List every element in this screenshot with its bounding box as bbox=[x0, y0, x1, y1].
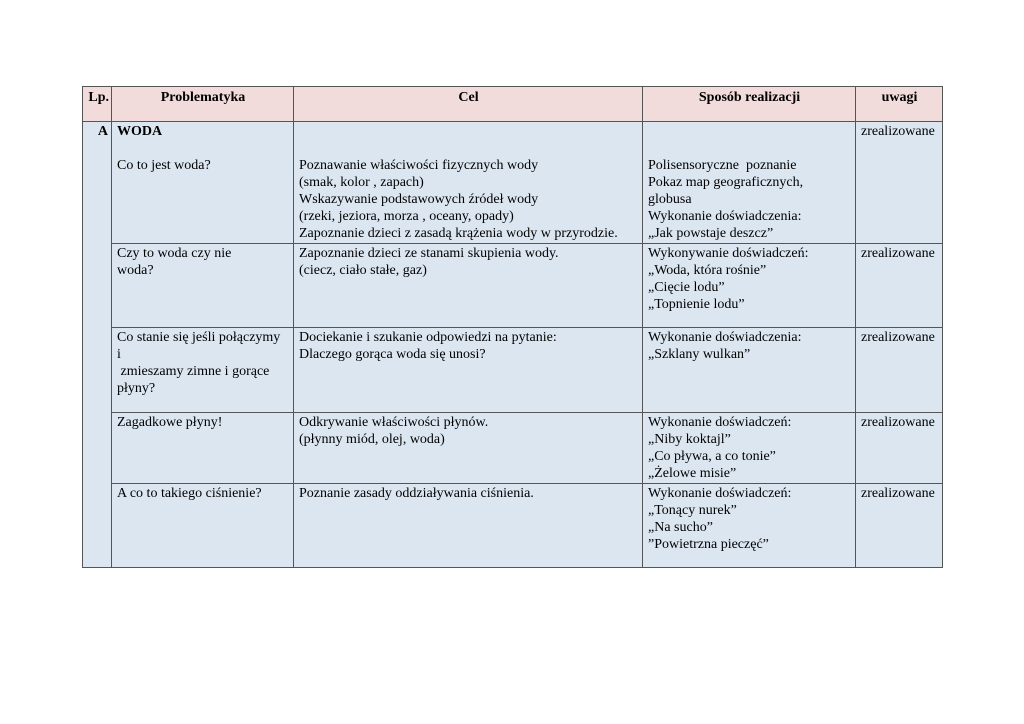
sposob-cell bbox=[643, 244, 856, 328]
problem-line: płyny? bbox=[117, 381, 156, 396]
cel-line: (ciecz, ciało stałe, gaz) bbox=[299, 263, 427, 278]
lesson-plan-table bbox=[82, 86, 943, 568]
problem-cell bbox=[112, 328, 294, 413]
sposob-line: „Tonący nurek” bbox=[648, 503, 737, 518]
uwagi-cell: zrealizowane bbox=[856, 413, 943, 484]
cel-cell bbox=[294, 484, 643, 568]
header-sposob: Sposób realizacji bbox=[643, 87, 856, 122]
cel-cell bbox=[294, 122, 643, 244]
sposob-line: „Woda, która rośnie” bbox=[648, 263, 767, 278]
sposob-line: „Jak powstaje deszcz” bbox=[648, 226, 774, 241]
sposob-line: Wykonanie doświadczeń: bbox=[648, 486, 792, 501]
header-lp: Lp. bbox=[83, 87, 112, 122]
cel-line: Odkrywanie właściwości płynów. bbox=[299, 415, 489, 430]
problem-line: i bbox=[117, 347, 121, 362]
sposob-cell bbox=[643, 484, 856, 568]
sposob-line: „Niby koktajl” bbox=[648, 432, 731, 447]
sposob-line: globusa bbox=[648, 192, 692, 207]
uwagi-cell: zrealizowane bbox=[856, 484, 943, 568]
uwagi-cell: zrealizowane bbox=[856, 244, 943, 328]
cel-line: Wskazywanie podstawowych źródeł wody bbox=[299, 192, 539, 207]
sposob-line: „Żelowe misie” bbox=[648, 466, 737, 481]
table-row bbox=[83, 328, 943, 413]
cel-line: Poznanie zasady oddziaływania ciśnienia. bbox=[299, 486, 534, 501]
problem-line: zmieszamy zimne i gorące bbox=[117, 364, 270, 379]
sposob-cell bbox=[643, 122, 856, 244]
sposob-line: „Na sucho” bbox=[648, 520, 713, 535]
sposob-line: ”Powietrzna pieczęć” bbox=[648, 537, 769, 552]
sposob-line: Wykonanie doświadczeń: bbox=[648, 415, 792, 430]
table-row bbox=[83, 122, 943, 244]
problem-line: Zagadkowe płyny! bbox=[117, 415, 223, 430]
header-cel: Cel bbox=[294, 87, 643, 122]
section-lp: A bbox=[83, 122, 112, 568]
table-row bbox=[83, 244, 943, 328]
section-title: WODA bbox=[117, 124, 163, 139]
sposob-line: Wykonanie doświadczenia: bbox=[648, 330, 802, 345]
problem-line: Co stanie się jeśli połączymy bbox=[117, 330, 281, 345]
problem-cell bbox=[112, 244, 294, 328]
sposob-line: Wykonanie doświadczenia: bbox=[648, 209, 802, 224]
sposob-line: „Szklany wulkan” bbox=[648, 347, 751, 362]
problem-line: Czy to woda czy nie bbox=[117, 246, 232, 261]
problem-line: woda? bbox=[117, 263, 154, 278]
sposob-line: „Co pływa, a co tonie” bbox=[648, 449, 776, 464]
cel-line: Dociekanie i szukanie odpowiedzi na pytanie: bbox=[299, 330, 557, 345]
cel-cell bbox=[294, 328, 643, 413]
cel-line: Zapoznanie dzieci z zasadą krążenia wody w przyrodzie. bbox=[299, 226, 618, 241]
header-row bbox=[83, 87, 943, 122]
table-row bbox=[83, 413, 943, 484]
cel-line: (smak, kolor , zapach) bbox=[299, 175, 424, 190]
problem-cell bbox=[112, 484, 294, 568]
cel-line: Dlaczego gorąca woda się unosi? bbox=[299, 347, 486, 362]
problem-line: Co to jest woda? bbox=[117, 158, 211, 173]
cel-line: Zapoznanie dzieci ze stanami skupienia wody. bbox=[299, 246, 559, 261]
sposob-line: Wykonywanie doświadczeń: bbox=[648, 246, 809, 261]
sposob-cell bbox=[643, 413, 856, 484]
sposob-line: Polisensoryczne poznanie bbox=[648, 158, 797, 173]
cel-cell bbox=[294, 244, 643, 328]
problem-line: A co to takiego ciśnienie? bbox=[117, 486, 262, 501]
uwagi-cell: zrealizowane bbox=[856, 328, 943, 413]
problem-cell bbox=[112, 122, 294, 244]
cel-line: (rzeki, jeziora, morza , oceany, opady) bbox=[299, 209, 514, 224]
sposob-line: „Topnienie lodu” bbox=[648, 297, 745, 312]
cel-cell bbox=[294, 413, 643, 484]
sposob-cell bbox=[643, 328, 856, 413]
table-row bbox=[83, 484, 943, 568]
header-uwagi: uwagi bbox=[856, 87, 943, 122]
problem-cell bbox=[112, 413, 294, 484]
sposob-line: Pokaz map geograficznych, bbox=[648, 175, 804, 190]
uwagi-cell: zrealizowane bbox=[856, 122, 943, 244]
cel-line: (płynny miód, olej, woda) bbox=[299, 432, 445, 447]
header-problematyka: Problematyka bbox=[112, 87, 294, 122]
sposob-line: „Cięcie lodu” bbox=[648, 280, 725, 295]
cel-line: Poznawanie właściwości fizycznych wody bbox=[299, 158, 539, 173]
